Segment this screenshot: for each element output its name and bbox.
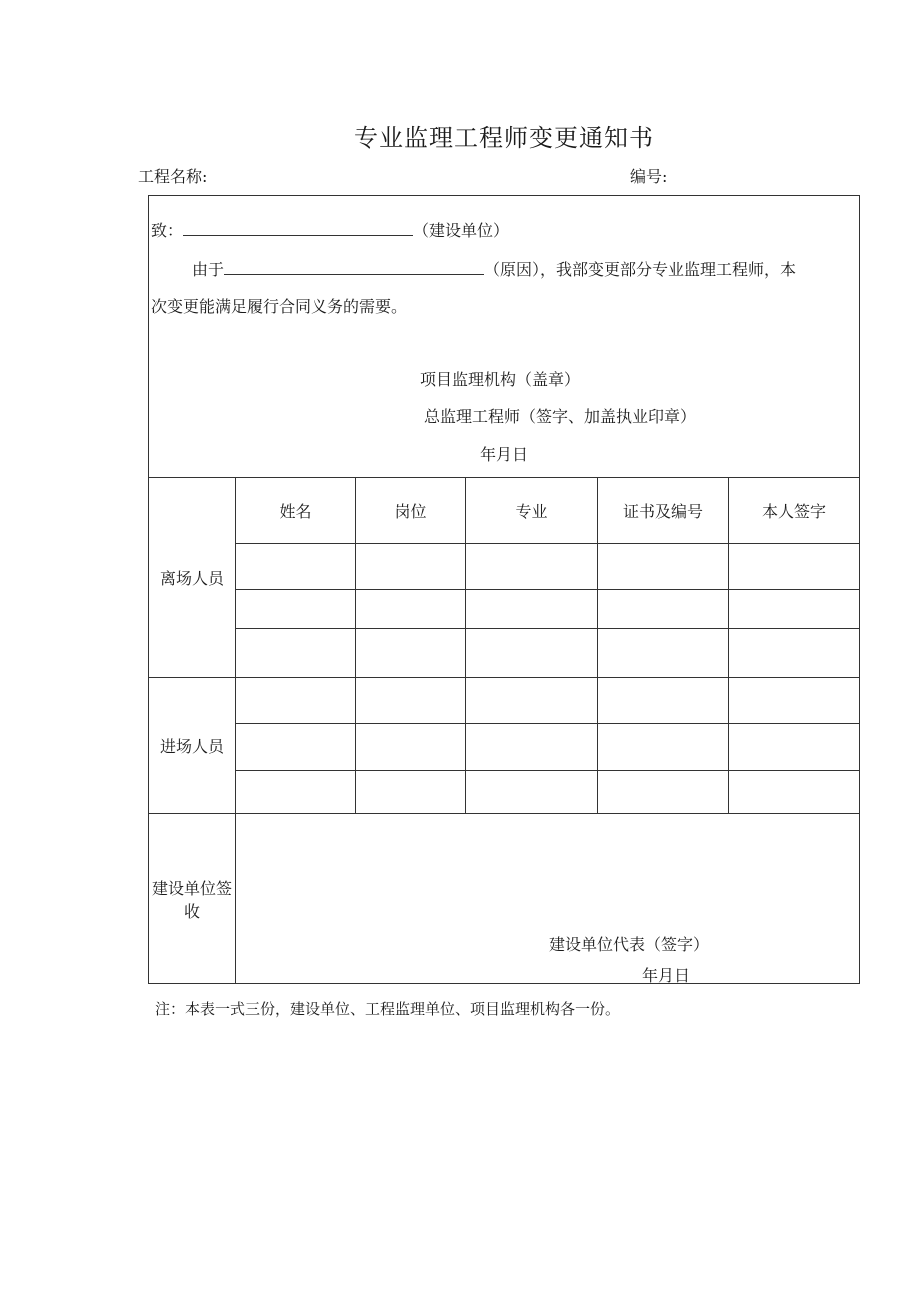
header-signature: 本人签字: [761, 502, 826, 521]
reason-line-2: 次变更能满足履行合同义务的需要。: [151, 297, 408, 316]
to-suffix: （建设单位）: [413, 221, 510, 240]
footnote: 注：本表一式三份，建设单位、工程监理单位、项目监理机构各一份。: [155, 1000, 621, 1018]
header-specialty: 专业: [515, 502, 548, 521]
reason-suffix: （原因），我部变更部分专业监理工程师，本: [484, 260, 797, 279]
project-name-label: 工程名称:: [138, 167, 208, 186]
to-label: 致：: [151, 221, 184, 240]
rep-signature-line: 建设单位代表（签字）: [549, 935, 710, 954]
reason-blank[interactable]: [224, 274, 484, 275]
document-title: 专业监理工程师变更通知书: [354, 124, 654, 152]
entering-personnel-label: 进场人员: [159, 737, 224, 756]
chief-engineer-line: 总监理工程师（签字、加盖执业印章）: [424, 407, 697, 426]
construction-unit-sign-label: [149, 814, 235, 983]
reason-prefix: 由于: [192, 260, 225, 279]
leaving-personnel-label: 离场人员: [159, 569, 224, 588]
header-certificate: 证书及编号: [622, 502, 703, 521]
sign-label-line2: 收: [183, 901, 200, 921]
to-line: [151, 218, 509, 241]
header-name: 姓名: [279, 502, 312, 521]
org-seal-line: 项目监理机构（盖章）: [420, 370, 581, 389]
sign-label-line1: 建设单位签: [151, 878, 232, 898]
reason-line: [192, 257, 796, 280]
notice-date: 年月日: [480, 445, 529, 464]
header-position: 岗位: [394, 502, 427, 521]
number-label: 编号:: [630, 167, 668, 186]
construction-unit-blank[interactable]: [183, 235, 413, 236]
sign-date: 年月日: [642, 966, 691, 985]
